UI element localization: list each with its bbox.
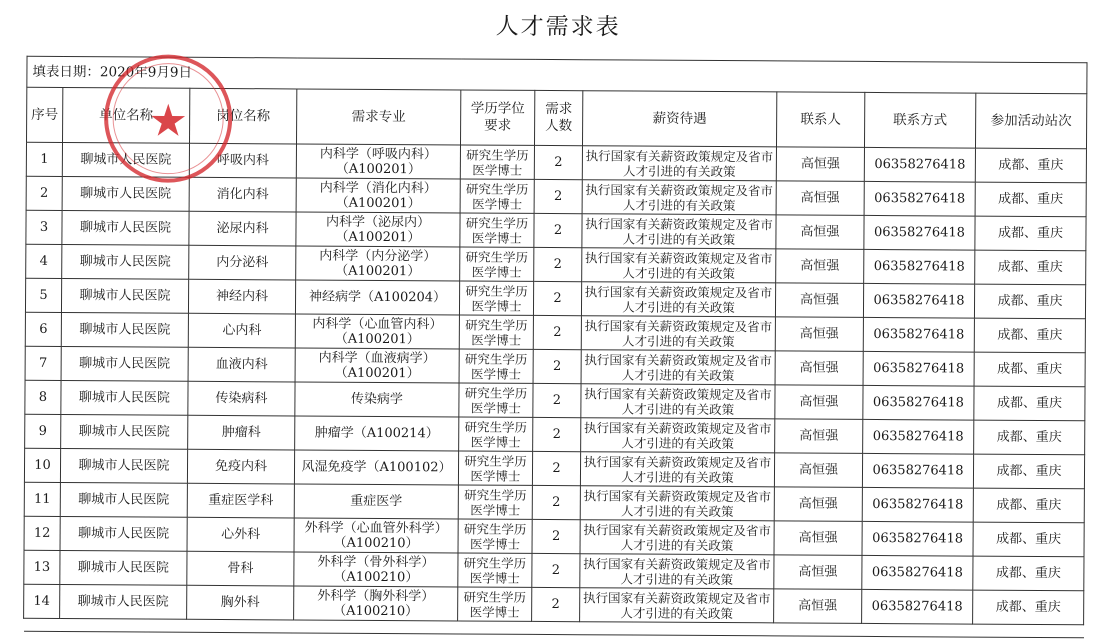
cell-major: 内科学（心血管内科）（A100201） bbox=[295, 314, 459, 349]
cell-salary: 执行国家有关薪资政策规定及省市人才引进的有关政策 bbox=[582, 180, 776, 215]
cell-degree: 研究生学历医学博士 bbox=[458, 451, 532, 485]
header-count: 需求人数 bbox=[534, 90, 582, 145]
cell-contact: 高恒强 bbox=[776, 181, 864, 216]
cell-stations: 成都、重庆 bbox=[975, 250, 1086, 285]
cell-count: 2 bbox=[533, 417, 581, 451]
cell-salary: 执行国家有关薪资政策规定及省市人才引进的有关政策 bbox=[580, 520, 774, 555]
cell-seq: 1 bbox=[26, 142, 62, 176]
header-stations: 参加活动站次 bbox=[975, 93, 1086, 149]
cell-degree: 研究生学历医学博士 bbox=[459, 383, 533, 417]
cell-phone: 06358276418 bbox=[864, 215, 975, 250]
cell-seq: 4 bbox=[26, 244, 62, 278]
cell-contact: 高恒强 bbox=[776, 215, 864, 250]
cell-seq: 12 bbox=[24, 516, 60, 550]
cell-degree: 研究生学历医学博士 bbox=[458, 553, 532, 587]
header-seq: 序号 bbox=[27, 87, 63, 142]
cell-unit: 聊城市人民医院 bbox=[61, 381, 188, 416]
cell-seq: 7 bbox=[25, 346, 61, 380]
cell-salary: 执行国家有关薪资政策规定及省市人才引进的有关政策 bbox=[581, 316, 775, 351]
cell-position: 消化内科 bbox=[189, 177, 296, 212]
fill-date: 填表日期：2020年9月9日 bbox=[27, 56, 1087, 93]
cell-count: 2 bbox=[533, 281, 581, 315]
header-major: 需求专业 bbox=[297, 89, 461, 145]
cell-major: 外科学（骨外科学）（A100210） bbox=[294, 552, 458, 587]
cell-degree: 研究生学历医学博士 bbox=[458, 485, 532, 519]
cell-position: 免疫内科 bbox=[187, 449, 294, 484]
cell-contact: 高恒强 bbox=[774, 453, 862, 488]
cell-major: 内科学（呼吸内科）（A100201） bbox=[296, 144, 460, 179]
cell-seq: 6 bbox=[25, 312, 61, 346]
cell-salary: 执行国家有关薪资政策规定及省市人才引进的有关政策 bbox=[580, 452, 774, 487]
cell-position: 内分泌科 bbox=[189, 245, 296, 280]
cell-unit: 聊城市人民医院 bbox=[60, 483, 187, 518]
cell-unit: 聊城市人民医院 bbox=[61, 347, 188, 382]
cell-seq: 10 bbox=[24, 448, 60, 482]
cell-phone: 06358276418 bbox=[864, 249, 975, 284]
cell-stations: 成都、重庆 bbox=[974, 284, 1085, 319]
cell-major: 外科学（心血管外科学）（A100210） bbox=[294, 518, 458, 553]
cell-major: 肿瘤学（A100214） bbox=[295, 416, 459, 451]
cell-contact: 高恒强 bbox=[776, 147, 864, 182]
cell-salary: 执行国家有关薪资政策规定及省市人才引进的有关政策 bbox=[581, 282, 775, 317]
cell-seq: 9 bbox=[25, 414, 61, 448]
cell-stations: 成都、重庆 bbox=[975, 216, 1086, 251]
cell-count: 2 bbox=[532, 553, 580, 587]
cell-phone: 06358276418 bbox=[862, 589, 973, 624]
cell-stations: 成都、重庆 bbox=[974, 420, 1085, 455]
cell-salary: 执行国家有关薪资政策规定及省市人才引进的有关政策 bbox=[582, 214, 776, 249]
cell-major: 内科学（血液病学）（A100201） bbox=[295, 348, 459, 383]
cell-position: 呼吸内科 bbox=[189, 143, 296, 178]
cell-position: 胸外科 bbox=[187, 585, 294, 620]
header-phone: 联系方式 bbox=[864, 92, 975, 148]
cell-degree: 研究生学历医学博士 bbox=[460, 247, 534, 281]
cell-phone: 06358276418 bbox=[863, 419, 974, 454]
cell-unit: 聊城市人民医院 bbox=[60, 551, 187, 586]
cell-contact: 高恒强 bbox=[774, 487, 862, 522]
cell-phone: 06358276418 bbox=[863, 351, 974, 386]
cell-salary: 执行国家有关薪资政策规定及省市人才引进的有关政策 bbox=[581, 418, 775, 453]
cell-unit: 聊城市人民医院 bbox=[62, 177, 189, 212]
cell-stations: 成都、重庆 bbox=[975, 182, 1086, 217]
cell-stations: 成都、重庆 bbox=[973, 488, 1084, 523]
cell-position: 泌尿内科 bbox=[189, 211, 296, 246]
cell-seq: 5 bbox=[25, 278, 61, 312]
cell-unit: 聊城市人民医院 bbox=[62, 245, 189, 280]
cell-unit: 聊城市人民医院 bbox=[61, 279, 188, 314]
cell-phone: 06358276418 bbox=[862, 555, 973, 590]
cell-major: 传染病学 bbox=[295, 382, 459, 417]
cell-count: 2 bbox=[534, 247, 582, 281]
cell-count: 2 bbox=[533, 349, 581, 383]
cell-major: 外科学（胸外科学）（A100210） bbox=[294, 586, 458, 621]
cell-degree: 研究生学历医学博士 bbox=[460, 179, 534, 213]
cell-count: 2 bbox=[534, 145, 582, 179]
cell-count: 2 bbox=[533, 315, 581, 349]
cell-stations: 成都、重庆 bbox=[973, 590, 1084, 625]
cell-seq: 8 bbox=[25, 380, 61, 414]
cell-unit: 聊城市人民医院 bbox=[60, 517, 187, 552]
cell-unit: 聊城市人民医院 bbox=[62, 211, 189, 246]
cell-position: 肿瘤科 bbox=[188, 415, 295, 450]
cell-position: 神经内科 bbox=[188, 279, 295, 314]
cell-seq: 11 bbox=[24, 482, 60, 516]
cell-phone: 06358276418 bbox=[863, 317, 974, 352]
cell-position: 重症医学科 bbox=[187, 483, 294, 518]
cell-major: 风湿免疫学（A100102） bbox=[294, 450, 458, 485]
cell-count: 2 bbox=[532, 451, 580, 485]
header-row bbox=[27, 87, 1087, 148]
cell-major: 内科学（泌尿内）（A100201） bbox=[296, 212, 460, 247]
cell-count: 2 bbox=[532, 519, 580, 553]
cell-salary: 执行国家有关薪资政策规定及省市人才引进的有关政策 bbox=[582, 146, 776, 181]
cell-seq: 13 bbox=[24, 550, 60, 584]
cell-salary: 执行国家有关薪资政策规定及省市人才引进的有关政策 bbox=[580, 588, 774, 623]
cell-major: 重症医学 bbox=[294, 484, 458, 519]
cell-unit: 聊城市人民医院 bbox=[62, 143, 189, 178]
cell-salary: 执行国家有关薪资政策规定及省市人才引进的有关政策 bbox=[582, 248, 776, 283]
cell-degree: 研究生学历医学博士 bbox=[458, 519, 532, 553]
cell-stations: 成都、重庆 bbox=[974, 386, 1085, 421]
cell-degree: 研究生学历医学博士 bbox=[459, 281, 533, 315]
cell-position: 血液内科 bbox=[188, 347, 295, 382]
cell-unit: 聊城市人民医院 bbox=[61, 415, 188, 450]
talent-demand-table bbox=[23, 56, 1088, 638]
cell-stations: 成都、重庆 bbox=[973, 556, 1084, 591]
cell-phone: 06358276418 bbox=[864, 147, 975, 182]
cell-stations: 成都、重庆 bbox=[973, 454, 1084, 489]
cell-count: 2 bbox=[533, 383, 581, 417]
cell-contact: 高恒强 bbox=[775, 317, 863, 352]
cell-phone: 06358276418 bbox=[863, 283, 974, 318]
cell-stations: 成都、重庆 bbox=[974, 318, 1085, 353]
cell-position: 传染病科 bbox=[188, 381, 295, 416]
cell-unit: 聊城市人民医院 bbox=[60, 449, 187, 484]
cell-degree: 研究生学历医学博士 bbox=[460, 145, 534, 179]
seal-star: ★ bbox=[148, 95, 189, 147]
cell-contact: 高恒强 bbox=[775, 385, 863, 420]
cell-major: 内科学（内分泌学）（A100201） bbox=[296, 246, 460, 281]
cell-position: 骨科 bbox=[187, 551, 294, 586]
cell-major: 神经病学（A100204） bbox=[295, 280, 459, 315]
cell-contact: 高恒强 bbox=[775, 419, 863, 454]
cell-unit: 聊城市人民医院 bbox=[60, 585, 187, 620]
cell-salary: 执行国家有关薪资政策规定及省市人才引进的有关政策 bbox=[581, 384, 775, 419]
cell-phone: 06358276418 bbox=[863, 385, 974, 420]
cell-contact: 高恒强 bbox=[775, 283, 863, 318]
cell-seq: 2 bbox=[26, 176, 62, 210]
cell-major: 内科学（消化内科）（A100201） bbox=[296, 178, 460, 213]
cell-degree: 研究生学历医学博士 bbox=[460, 213, 534, 247]
cell-phone: 06358276418 bbox=[862, 487, 973, 522]
cell-count: 2 bbox=[534, 213, 582, 247]
cell-position: 心内科 bbox=[188, 313, 295, 348]
cell-phone: 06358276418 bbox=[864, 181, 975, 216]
cell-phone: 06358276418 bbox=[862, 453, 973, 488]
cell-seq: 3 bbox=[26, 210, 62, 244]
cell-seq: 14 bbox=[24, 584, 60, 618]
header-unit: 单位名称 bbox=[63, 88, 190, 144]
cell-salary: 执行国家有关薪资政策规定及省市人才引进的有关政策 bbox=[581, 350, 775, 385]
cell-stations: 成都、重庆 bbox=[975, 148, 1086, 183]
cell-stations: 成都、重庆 bbox=[974, 352, 1085, 387]
cell-phone: 06358276418 bbox=[862, 521, 973, 556]
cell-contact: 高恒强 bbox=[776, 249, 864, 284]
cell-contact: 高恒强 bbox=[774, 555, 862, 590]
cell-salary: 执行国家有关薪资政策规定及省市人才引进的有关政策 bbox=[580, 486, 774, 521]
cell-contact: 高恒强 bbox=[774, 521, 862, 556]
header-contact: 联系人 bbox=[776, 92, 864, 148]
cell-degree: 研究生学历医学博士 bbox=[459, 417, 533, 451]
cell-count: 2 bbox=[534, 179, 582, 213]
cell-degree: 研究生学历医学博士 bbox=[459, 315, 533, 349]
header-position: 岗位名称 bbox=[190, 88, 297, 144]
cell-degree: 研究生学历医学博士 bbox=[459, 349, 533, 383]
cell-degree: 研究生学历医学博士 bbox=[458, 587, 532, 621]
cell-unit: 聊城市人民医院 bbox=[61, 313, 188, 348]
cell-stations: 成都、重庆 bbox=[973, 522, 1084, 557]
cell-contact: 高恒强 bbox=[774, 589, 862, 624]
header-salary: 薪资待遇 bbox=[582, 91, 776, 147]
document-title: 人才需求表 bbox=[495, 13, 621, 41]
cell-count: 2 bbox=[532, 485, 580, 519]
cell-position: 心外科 bbox=[187, 517, 294, 552]
cell-contact: 高恒强 bbox=[775, 351, 863, 386]
cell-salary: 执行国家有关薪资政策规定及省市人才引进的有关政策 bbox=[580, 554, 774, 589]
header-degree: 学历学位要求 bbox=[460, 90, 534, 145]
cell-count: 2 bbox=[532, 587, 580, 621]
